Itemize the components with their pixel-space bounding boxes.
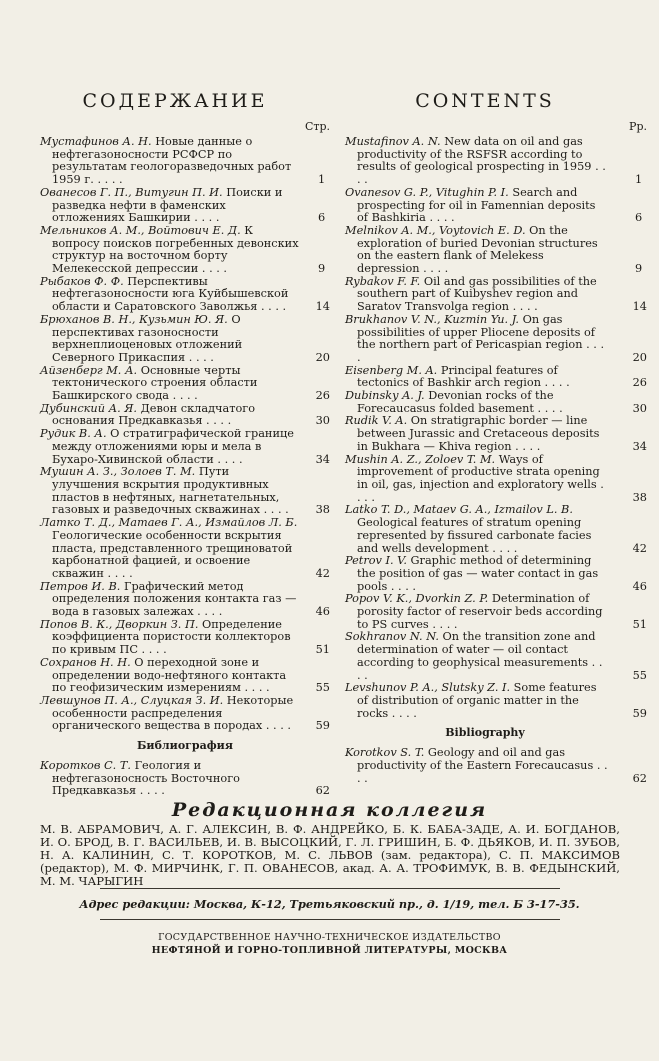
toc-entry-title: Геология и нефтегазоносность Восточного Предкавказья: [52, 759, 240, 798]
toc-entry: Melnikov A. M., Voytovich E. D. On the exploration of buried Devonian structures on the eastern flank of Melekess depression . . . . 9: [345, 223, 643, 276]
toc-entry-page: 26: [315, 389, 330, 403]
toc-entry-title: Search and prospecting for oil in Famennian deposits of Bashkiria: [357, 185, 596, 225]
leader-dots: . . . .: [257, 300, 287, 314]
toc-entry: [345, 592, 647, 631]
leader-dots: . . . .: [137, 643, 167, 657]
leader-dots: . . . .: [387, 579, 416, 593]
toc-entry-page: 20: [632, 350, 647, 364]
toc-entry-title: Основные черты тектонического строения области Башкирского свода: [52, 363, 258, 403]
toc-entry-author: Рудик В. А.: [40, 427, 107, 441]
toc-entry-author: Rudik V. A.: [345, 414, 408, 428]
toc-entry-author: Eisenberg M. A.: [345, 363, 438, 377]
leader-dots: . . . .: [511, 439, 541, 453]
toc-entry-title: Некоторые особенности распределения органического вещества в породах: [52, 693, 294, 733]
toc-entry: [345, 312, 647, 365]
toc-entry-title: On gas possibilities of upper Pliocene deposits of the northern part of Pericaspian region: [357, 312, 595, 352]
toc-entry-title: Oil and gas possibilities of the southern part of Kuibyshev region and Saratov Transvolga region: [357, 274, 597, 314]
toc-entry-title: Поиски и разведка нефти в фаменских отложениях Башкирии: [52, 185, 283, 225]
toc-entry-author: Ованесов Г. П., Витугин П. И.: [40, 185, 223, 199]
divider-top: [100, 888, 560, 889]
toc-entry-author: Petrov I. V.: [345, 554, 407, 568]
toc-entry: [40, 657, 330, 695]
toc-entry-title: Геологические особенности вскрытия пласта, представленного трещиноватой карбонатной фацией, и освоение скважин: [52, 528, 293, 580]
toc-entry: [40, 760, 330, 798]
toc-entry-page: 55: [632, 668, 647, 682]
publisher-imprint: [0, 931, 659, 957]
toc-entry-author: Левшунов П. А., Слуцкая З. И.: [40, 693, 224, 707]
toc-entry-author: Рыбаков Ф. Ф.: [40, 274, 124, 288]
toc-entry-title: New data on oil and gas productivity of the RSFSR according to results of geological prospecting in 1959: [357, 135, 592, 174]
toc-entry-author: Петров И. В.: [40, 579, 121, 593]
toc-entry-author: Коротков С. Т.: [40, 759, 131, 773]
leader-dots: . . . .: [488, 541, 518, 555]
toc-entry: Ованесов Г. П., Витугин П. И. Поиски и разведка нефти в фаменских отложениях Башкирии . . . . 6: [40, 185, 326, 225]
toc-entry-page: 14: [315, 300, 330, 314]
toc-entry: [345, 452, 647, 505]
leader-dots: . . . .: [509, 300, 538, 314]
toc-entry-title: Девон складчатого основания Предкавказья: [52, 401, 256, 428]
toc-entry-page: 42: [315, 566, 330, 580]
toc-entry-page: 38: [315, 503, 330, 517]
page-column-label-ru: Стр.: [304, 120, 330, 133]
toc-entry-author: Mushin A. Z., Zoloev T. M.: [345, 452, 496, 466]
toc-entry-title: Some features of distribution of organic matter in the rocks: [357, 681, 597, 720]
contents-heading-ru: СОДЕРЖАНИЕ: [82, 90, 268, 112]
toc-entry-author: Levshunov P. A., Slutsky Z. I.: [345, 681, 511, 695]
toc-entry: [40, 428, 330, 466]
toc-entry-author: Мельников А. М., Войтович Е. Д.: [40, 223, 241, 237]
toc-entry-title: О переходной зоне и определении водо-нефтяного контакта по геофизическим измерениям: [52, 655, 287, 695]
toc-entry: [40, 581, 330, 619]
toc-entry-author: Дубинский А. Я.: [40, 401, 138, 415]
toc-entry-page: 51: [632, 617, 647, 631]
toc-entry: [345, 274, 647, 314]
toc-entry: Mustafinov A. N. New data on oil and gas productivity of the RSFSR according to results of geological prospecting in 1959 . . . . 1: [345, 135, 643, 187]
leader-dots: . . . .: [357, 477, 604, 504]
leader-dots: . . . .: [388, 706, 417, 720]
toc-entry-page: 55: [315, 681, 330, 695]
toc-entry-author: Мустафинов А. Н.: [40, 135, 152, 148]
toc-entry-page: 51: [315, 643, 330, 657]
toc-entry: [345, 363, 647, 390]
leader-dots: . . . .: [262, 719, 292, 733]
toc-entry-title: Графический метод определения положения контакта газ — вода в газовых залежах: [52, 579, 297, 619]
leader-dots: . . . .: [185, 350, 214, 364]
leader-dots: . . . .: [193, 605, 223, 619]
toc-entry: [40, 403, 330, 428]
toc-entry-author: Латко Т. Д., Матаев Г. А., Измайлов Л. Б.: [40, 516, 298, 530]
toc-entry-page: 26: [632, 376, 647, 390]
toc-entry-page: 62: [315, 784, 330, 798]
toc-entry: [345, 554, 647, 593]
toc-entry-author: Dubinsky A. J.: [345, 389, 425, 403]
leader-dots: . . . .: [202, 414, 232, 428]
leader-dots: . . . .: [259, 503, 289, 517]
toc-entry-author: Айзенберг М. А.: [40, 363, 138, 377]
contents-heading-en: CONTENTS: [415, 90, 555, 112]
toc-entry-title: Новые данные о нефтегазоносности РСФСР по результатам геологоразведочных работ 1959 г.: [52, 135, 292, 187]
toc-entry-author: Popov V. K., Dvorkin Z. P.: [345, 592, 489, 606]
toc-entry-title: О стратиграфической границе между отложениями юры и мела в Бухаро-Хивинской области: [52, 427, 294, 466]
toc-entry-title: Определение коэффициента пористости коллекторов по кривым ПС: [52, 617, 291, 657]
toc-entry: [345, 389, 647, 415]
toc-entry-page: 38: [632, 490, 647, 504]
toc-entry: [345, 503, 647, 555]
toc-entry-author: Ovanesov G. P., Vitughin P. I.: [345, 185, 509, 199]
toc-entry-page: 42: [632, 541, 647, 555]
toc-entry-author: Melnikov A. M., Voytovich E. D.: [345, 223, 526, 237]
toc-entry-title: Graphic method of determining the position of gas — water contact in gas pools: [357, 554, 599, 593]
leader-dots: . . . .: [169, 389, 198, 403]
toc-entry-author: Mustafinov A. N.: [345, 135, 441, 148]
toc-entry-title: О перспективах газоносности верхнеплиоценовых отложений Северного Прикаспия: [52, 312, 243, 364]
bibliography-heading-en: Bibliography: [445, 726, 525, 740]
toc-entry-page: 46: [632, 579, 647, 593]
toc-entry: [40, 314, 330, 365]
toc-entry-title: Geological features of stratum opening represented by fissured carbonate facies and wells development: [357, 516, 592, 555]
toc-entry-page: 46: [315, 605, 330, 619]
contents-english: [345, 90, 647, 785]
toc-list-ru: [40, 136, 330, 733]
toc-entry-title: On the exploration of buried Devonian structures on the eastern flank of Melekess depression: [357, 223, 598, 276]
toc-entry-author: Попов В. К., Дворкин З. П.: [40, 617, 199, 631]
toc-entry: Мельников А. М., Войтович Е. Д. К вопросу поисков погребенных девонских структур на восточном борту Мелекесской депрессии . . . . 9: [40, 223, 326, 276]
leader-dots: . . . .: [198, 262, 228, 276]
leader-dots: . . . .: [540, 376, 570, 390]
leader-dots: . . . .: [240, 681, 270, 695]
toc-entry-page: 34: [632, 439, 647, 453]
toc-entry-title: Geology and oil and gas productivity of the Eastern Forecaucasus: [357, 746, 594, 773]
toc-entry-author: Брюханов В. Н., Кузьмин Ю. Я.: [40, 312, 228, 326]
toc-entry-author: Сохранов Н. Н.: [40, 655, 131, 669]
toc-entry-title: Пути улучшения вскрытия продуктивных пластов в нефтяных, нагнетательных, газовых и разведочных скважинах: [52, 465, 280, 517]
toc-entry-author: Latko T. D., Mataev G. A., Izmailov L. B.: [345, 503, 573, 517]
toc-entry: [40, 466, 330, 517]
toc-entry-author: Korotkov S. T.: [345, 746, 425, 760]
toc-entry-title: Перспективы нефтегазоносности юга Куйбышевской области и Саратовского Заволжья: [52, 274, 289, 314]
toc-entry: [40, 695, 330, 733]
leader-dots: . . . .: [103, 566, 133, 580]
publisher-line-1: ГОСУДАРСТВЕННОЕ НАУЧНО-ТЕХНИЧЕСКОЕ ИЗДАТЕЛЬСТВО: [158, 932, 501, 943]
editorial-board-title: Редакционная коллегия: [171, 799, 488, 821]
leader-dots: . . . .: [136, 784, 165, 798]
toc-entry: Мустафинов А. Н. Новые данные о нефтегазоносности РСФСР по результатам геологоразведочных работ 1959 г. . . . . 1: [40, 135, 326, 187]
toc-entry: [40, 276, 330, 314]
toc-entry-page: 30: [315, 414, 330, 428]
editorial-board-members: М. В. АБРАМОВИЧ, А. Г. АЛЕКСИН, В. Ф. АНДРЕЙКО, Б. К. БАБА-ЗАДЕ, А. И. БОГДАНОВ, И. О. БРОД, В. Г. ВАСИЛЬЕВ, И. В. ВЫСОЦКИЙ, Г. Л. ГРИШИН, Б. Ф. ДЬЯКОВ, И. П. ЗУБОВ, Н. А. КАЛИНИН, С. Т. КОРОТКОВ, М. С. ЛЬВОВ (зам. редактора), С. П. МАКСИМОВ (редактор), М. Ф. МИРЧИНК, Г. П. ОВАНЕСОВ, акад. А. А. ТРОФИМУК, В. В. ФЕДЫНСКИЙ, М. М. ЧАРЫГИН: [40, 822, 620, 888]
leader-dots: . . . .: [213, 452, 243, 466]
toc-entry-page: 14: [632, 300, 647, 314]
toc-entry-title: On the transition zone and determination of water — oil contact according to geophysical measurements: [357, 630, 596, 669]
toc-entry-page: 30: [632, 401, 647, 415]
toc-entry: [40, 365, 330, 403]
contents-russian: [40, 90, 330, 798]
toc-list-en: [345, 135, 647, 720]
toc-entry-page: 34: [315, 452, 330, 466]
leader-dots: . . . .: [428, 617, 458, 631]
toc-entry-title: Principal features of tectonics of Bashkir arch region: [357, 363, 558, 390]
toc-entry-author: Мушин А. З., Золоев Т. М.: [40, 465, 196, 479]
leader-dots: . . . .: [357, 759, 608, 785]
toc-entry: [40, 517, 330, 581]
toc-entry-page: 62: [632, 771, 647, 785]
toc-entry-author: Brukhanov V. N., Kuzmin Yu. J.: [345, 312, 519, 326]
page-column-label-en: Pp.: [629, 120, 647, 133]
publisher-line-2: НЕФТЯНОЙ И ГОРНО-ТОПЛИВНОЙ ЛИТЕРАТУРЫ, МОСКВА: [151, 945, 508, 956]
toc-entry-page: 59: [315, 719, 330, 733]
toc-entry: [345, 681, 647, 720]
toc-entry-title: On stratigraphic border — line between Jurassic and Cretaceous deposits in Bukhara — Khiva region: [357, 414, 600, 453]
leader-dots: . . . .: [93, 173, 123, 187]
toc-entry-title: Determination of porosity factor of reservoir beds according to PS curves: [357, 592, 603, 631]
toc-entry-title: Devonian rocks of the Forecaucasus folded basement: [357, 389, 554, 415]
editorial-address: Адрес редакции: Москва, К-12, Третьяковский пр., д. 1/19, тел. Б 3-17-35.: [79, 897, 580, 911]
toc-entry-page: 20: [315, 350, 330, 364]
toc-entry-page: 59: [632, 706, 647, 720]
leader-dots: . . . .: [357, 338, 605, 364]
toc-entry: [345, 746, 647, 785]
toc-entry-title: К вопросу поисков погребенных девонских структур на восточном борту Мелекесской депрессии: [52, 223, 299, 276]
leader-dots: . . . .: [533, 401, 563, 415]
toc-entry: [345, 414, 647, 453]
leader-dots: . . . .: [425, 211, 455, 225]
toc-entry-author: Rybakov F. F.: [345, 274, 421, 288]
toc-entry-title: Ways of improvement of productive strata opening in oil, gas, injection and exploratory wells: [357, 452, 600, 491]
leader-dots: . . . .: [190, 211, 220, 225]
leader-dots: . . . .: [419, 262, 449, 276]
bibliography-heading-ru: Библиография: [137, 739, 233, 753]
toc-entry-author: Sokhranov N. N.: [345, 630, 439, 644]
divider-bottom: [100, 919, 560, 920]
toc-entry: Ovanesov G. P., Vitughin P. I. Search and prospecting for oil in Famennian deposits of Bashkiria . . . . 6: [345, 185, 643, 225]
bibliography-list-ru: [40, 760, 330, 798]
leader-dots: . . . .: [357, 160, 606, 187]
bibliography-list-en: [345, 746, 647, 785]
toc-entry: [40, 619, 330, 657]
leader-dots: . . . .: [357, 655, 603, 682]
toc-entry: [345, 630, 647, 682]
